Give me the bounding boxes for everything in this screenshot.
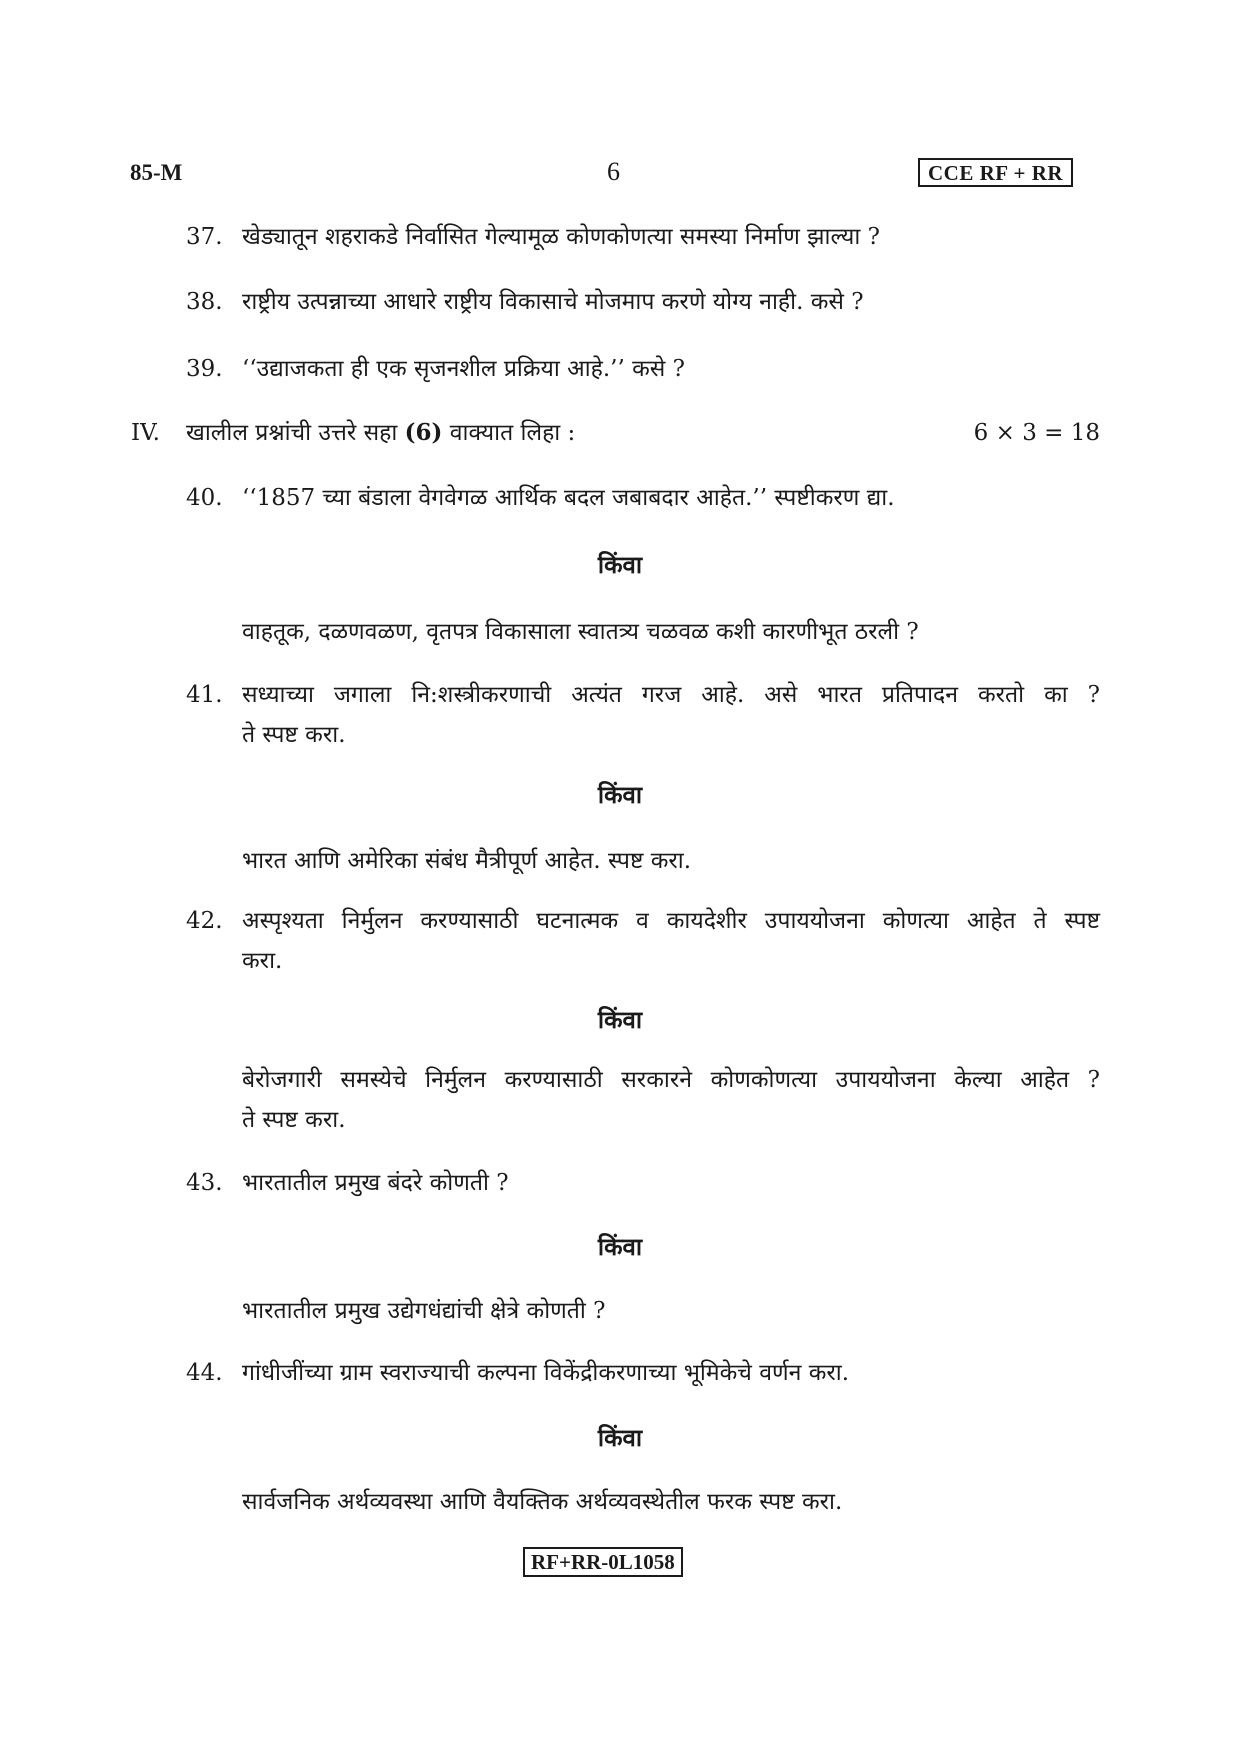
question-39-text: ‘‘उद्याजकता ही एक सृजनशील प्रक्रिया आहे.’’ कसे ? (242, 356, 685, 382)
or-separator: किंवा (597, 780, 643, 809)
question-43-alternative: भारतातील प्रमुख उद्येगधंद्यांची क्षेत्रे कोणती ? (242, 1298, 606, 1324)
question-38-text: राष्ट्रीय उत्पन्नाच्या आधारे राष्ट्रीय विकासाचे मोजमाप करणे योग्य नाही. कसे ? (242, 289, 864, 315)
question-44-text: गांधीजींच्या ग्राम स्वराज्याची कल्पना विकेंद्रीकरणाच्या भूमिकेचे वर्णन करा. (242, 1360, 850, 1386)
series-code-box: CCE RF + RR (918, 158, 1073, 187)
question-number-43: 43. (186, 1170, 223, 1196)
question-41-text-line2: ते स्पष्ट करा. (242, 722, 346, 748)
question-44-alternative: सार्वजनिक अर्थव्यवस्था आणि वैयक्तिक अर्थव्यवस्थेतील फरक स्पष्ट करा. (242, 1489, 843, 1515)
instruction-text-pre: खालील प्रश्नांची उत्तरे सहा (186, 420, 405, 446)
section-number: IV. (131, 420, 160, 446)
question-42-text-line2: करा. (242, 948, 283, 974)
question-43-text: भारतातील प्रमुख बंदरे कोणती ? (242, 1170, 509, 1196)
or-separator: किंवा (597, 1005, 643, 1034)
question-42-alternative-line2: ते स्पष्ट करा. (242, 1107, 346, 1133)
instruction-count: (6) (404, 419, 443, 446)
or-separator: किंवा (597, 1423, 643, 1452)
question-41-alternative: भारत आणि अमेरिका संबंध मैत्रीपूर्ण आहेत. स्पष्ट करा. (242, 848, 692, 874)
paper-code: 85-M (130, 160, 183, 185)
or-separator: किंवा (597, 550, 643, 579)
question-41-text-line1: सध्याच्या जगाला नि:शस्त्रीकरणाची अत्यंत गरज आहे. असे भारत प्रतिपादन करतो का ? (242, 682, 1100, 708)
question-40-text: ‘‘1857 च्या बंडाला वेगवेगळ आर्थिक बदल जबाबदार आहेत.’’ स्पष्टीकरण द्या. (242, 485, 895, 511)
footer-code-box: RF+RR-0L1058 (523, 1547, 683, 1577)
question-37-text: खेड्यातून शहराकडे निर्वासित गेल्यामूळ कोणकोणत्या समस्या निर्माण झाल्या ? (242, 224, 880, 250)
section-marks: 6 × 3 = 18 (973, 420, 1100, 446)
section-instruction (186, 418, 575, 448)
question-40-alternative: वाहतूक, दळणवळण, वृतपत्र विकासाला स्वातत्र्य चळवळ कशी कारणीभूत ठरली ? (242, 619, 919, 645)
question-number-38: 38. (186, 289, 223, 315)
instruction-text-post: वाक्यात लिहा : (442, 420, 576, 446)
question-42-alternative-line1: बेरोजगारी समस्येचे निर्मुलन करण्यासाठी सरकारने कोणकोणत्या उपाययोजना केल्या आहेत ? (242, 1067, 1100, 1093)
question-number-42: 42. (186, 908, 223, 934)
question-42-text-line1: अस्पृश्यता निर्मुलन करण्यासाठी घटनात्मक व कायदेशीर उपाययोजना कोणत्या आहेत ते स्पष्ट (242, 908, 1100, 934)
or-separator: किंवा (597, 1232, 643, 1261)
page-number: 6 (607, 157, 620, 186)
question-number-44: 44. (186, 1360, 223, 1386)
question-number-37: 37. (186, 224, 223, 250)
question-number-40: 40. (186, 485, 223, 511)
question-number-41: 41. (186, 682, 223, 708)
question-number-39: 39. (186, 356, 223, 382)
